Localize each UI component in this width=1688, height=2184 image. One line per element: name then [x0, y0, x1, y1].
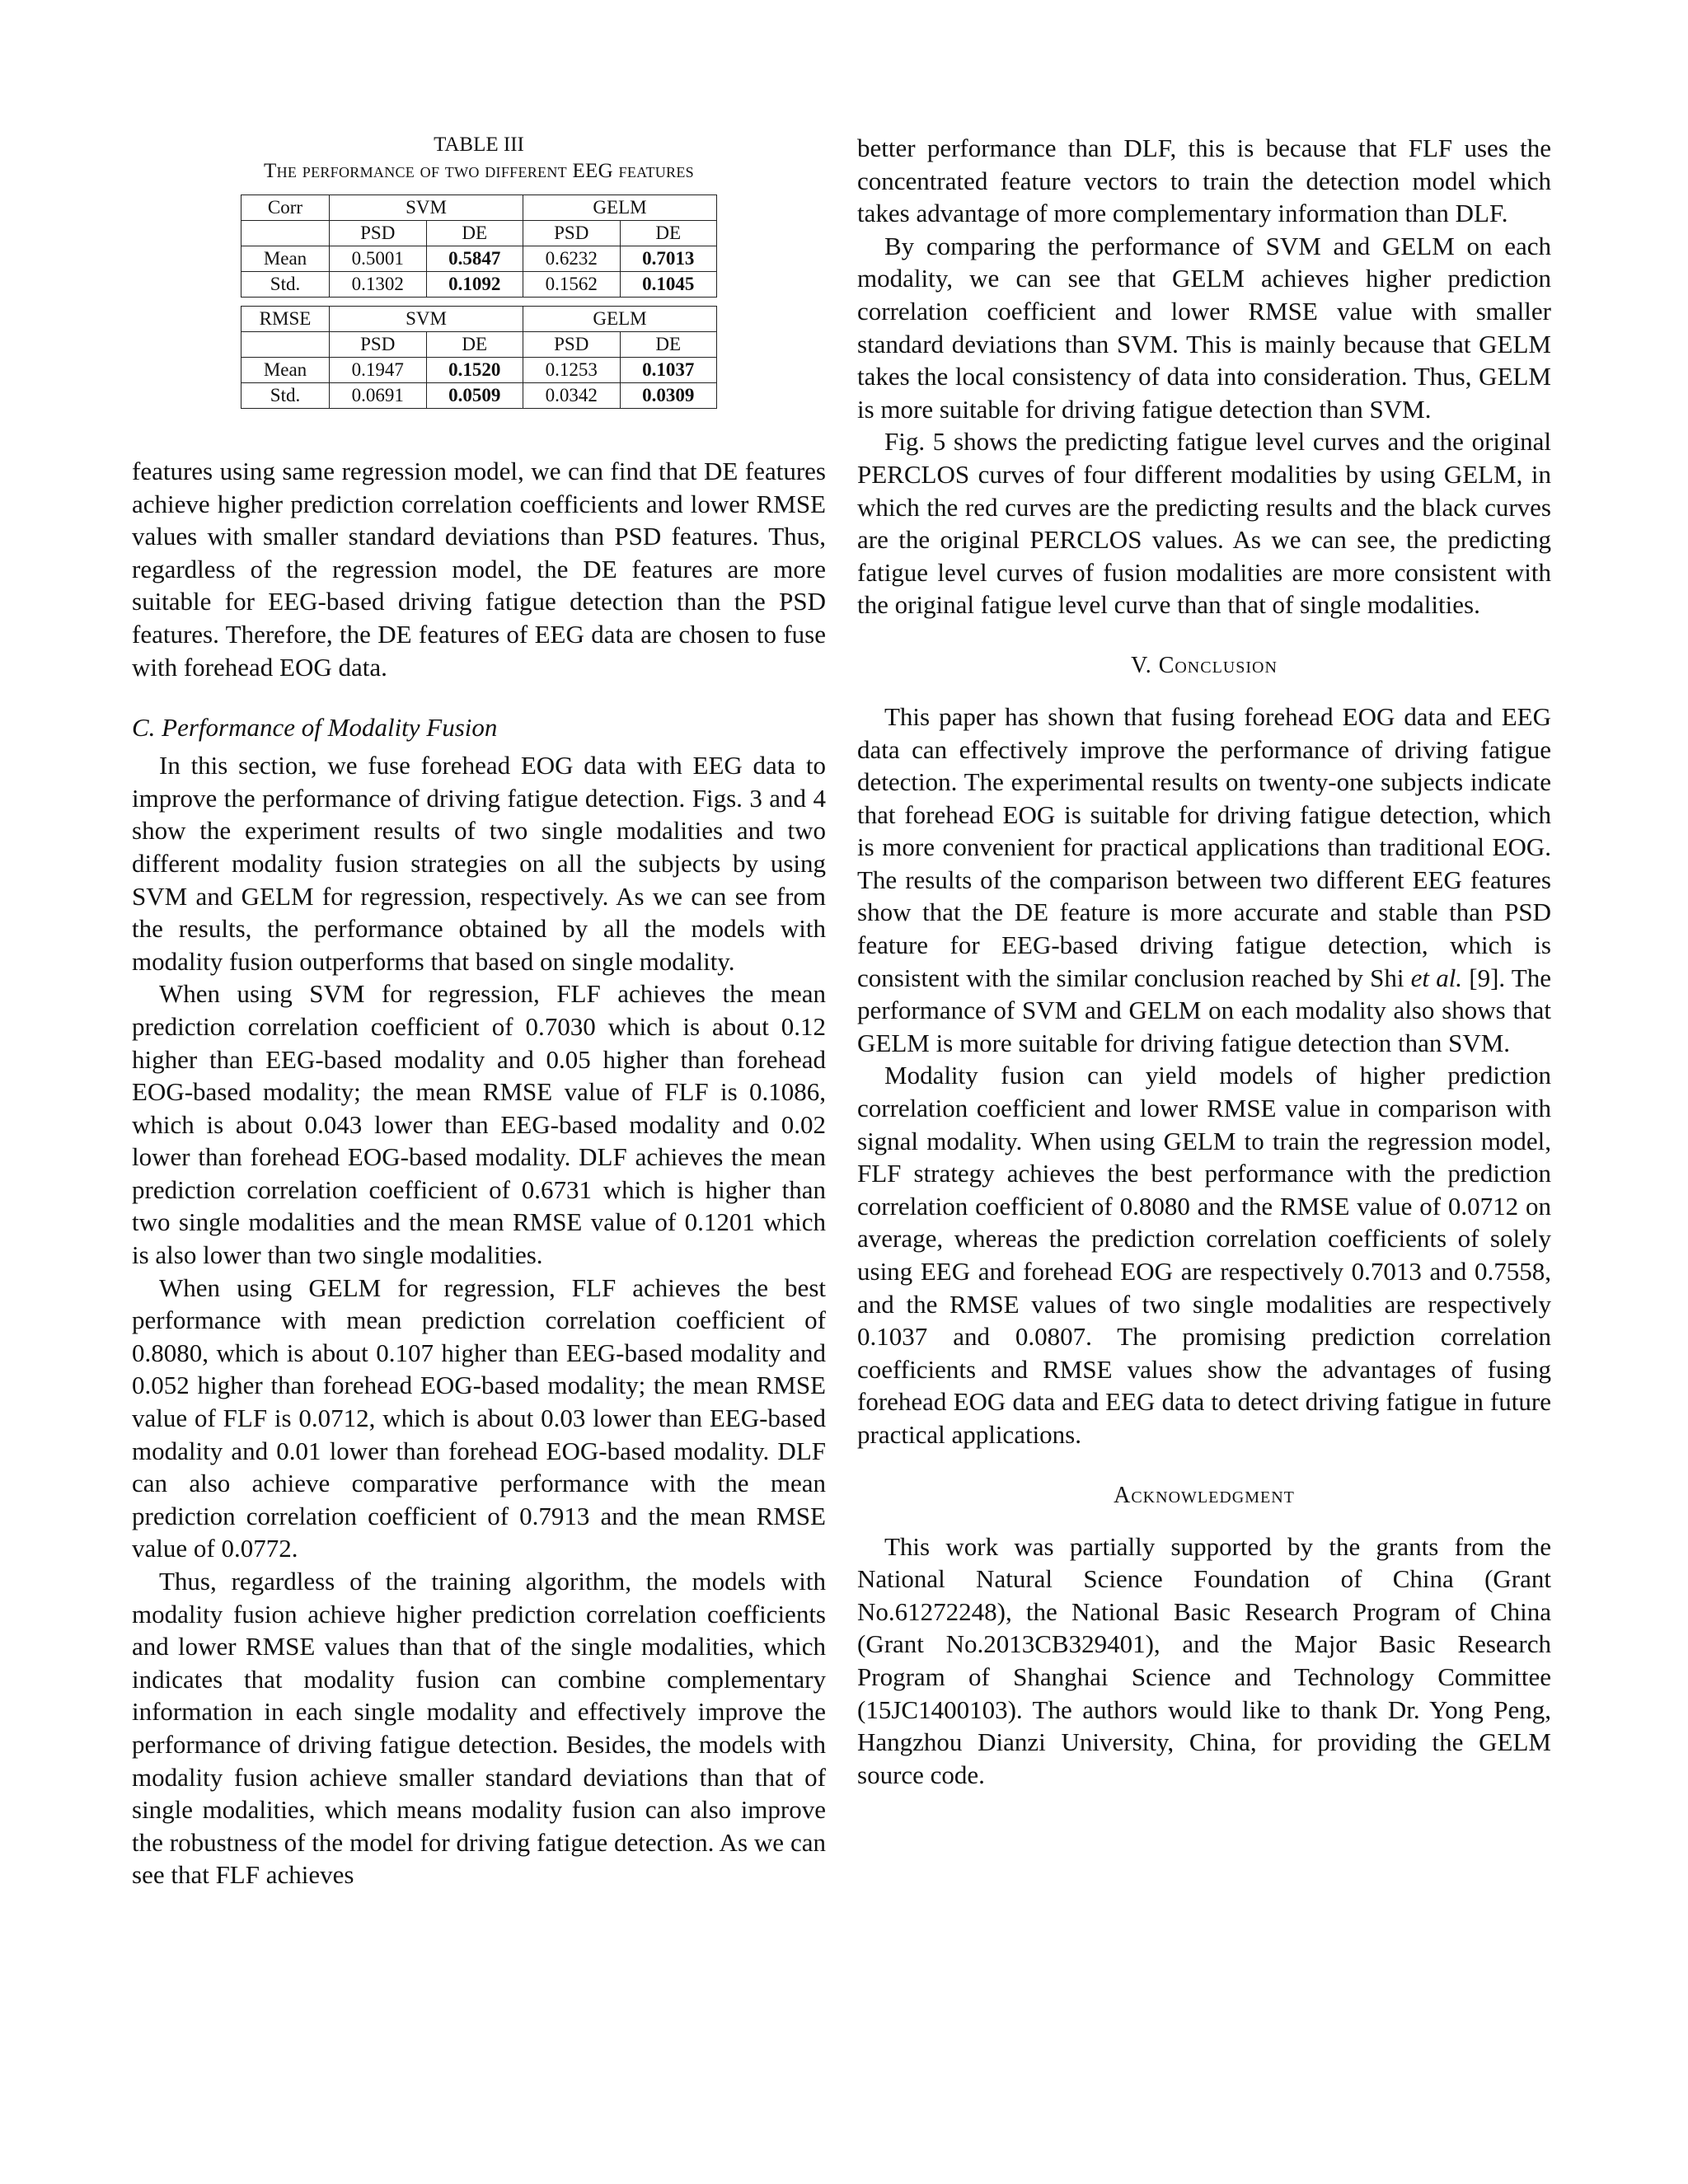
- table-cell: 0.1302: [330, 272, 427, 298]
- table-row: [241, 221, 717, 246]
- paragraph: When using SVM for regression, FLF achieves the mean prediction correlation coefficient of 0.7030 which is about 0.12 higher than EEG-based modality and 0.05 higher than forehead EOG-based modality; the mean RMSE value of FLF is 0.1086, which is about 0.043 lower than EEG-based modality and 0.02 lower than forehead EOG-based modality. DLF achieves the mean prediction correlation coefficient of 0.6731 which is higher than two single modalities and the mean RMSE value of 0.1201 which is also lower than two single modalities.: [132, 979, 826, 1270]
- model-header: GELM: [523, 195, 717, 221]
- table-row: [241, 272, 717, 298]
- table-cell: 0.0691: [330, 383, 427, 409]
- table-cell: 0.5847: [426, 246, 523, 272]
- paragraph: better performance than DLF, this is because that FLF uses the concentrated feature vectors to train the detection model which takes advantage of more complementary information than DLF.: [857, 134, 1551, 228]
- paragraph: Modality fusion can yield models of higher prediction correlation coefficient and lower RMSE value in comparison with signal modality. When using GELM to train the regression model, FLF strategy achieves the best performance with the prediction correlation coefficient of 0.8080 and the RMSE value of 0.0712 on average, whereas the prediction correlation coefficients of solely using EEG and forehead EOG are respectively 0.7013 and 0.7558, and the RMSE values of two single modalities are respectively 0.1037 and 0.0807. The promising prediction correlation coefficients and RMSE values show the advantages of fusing forehead EOG data and EEG data to detect driving fatigue in future practical applications.: [857, 1061, 1551, 1449]
- table-cell: 0.1253: [523, 358, 621, 383]
- table-title: TABLE III: [434, 134, 524, 156]
- row-label: Mean: [241, 358, 330, 383]
- section-heading-conclusion: V. Conclusion: [1131, 652, 1278, 678]
- feature-header: DE: [620, 221, 717, 246]
- model-header: SVM: [330, 195, 523, 221]
- section-heading-acknowledgment: Acknowledgment: [1114, 1482, 1295, 1508]
- empty-cell: [241, 332, 330, 358]
- corr-label: Corr: [241, 195, 330, 221]
- paragraph: This work was partially supported by the grants from the National Natural Science Foundation of China (Grant No.61272248), the National Basic Research Program of China (Grant No.2013CB329401), and the Major Basic Research Program of Shanghai Science and Technology Committee (15JC1400103). The authors would like to thank Dr. Yong Peng, Hangzhou Dianzi University, China, for providing the GELM source code.: [857, 1531, 1551, 1789]
- table-cell: 0.1947: [330, 358, 427, 383]
- text-span: This paper has shown that fusing forehead EOG data and EEG data can effectively improve the performance of driving fatigue detection. The experimental results on twenty-one subjects indicate that forehead EOG is suitable for driving fatigue detection, which is more convenient for practical applications than traditional EOG. The results of the comparison between two different EEG features show that the DE feature is more accurate and stable than PSD feature for EEG-based driving fatigue detection, which is consistent with the similar conclusion reached by Shi: [857, 701, 1551, 992]
- performance-table: [241, 194, 717, 409]
- rmse-table: [241, 306, 717, 409]
- model-header: SVM: [330, 307, 523, 332]
- rmse-label: RMSE: [241, 307, 330, 332]
- text-span: et al.: [1410, 963, 1463, 992]
- text-span: [9]. The performance of SVM and GELM on each modality also shows that GELM is more suitable for driving fatigue detection than SVM.: [857, 963, 1551, 1057]
- table-row: [241, 195, 717, 221]
- paragraph: [857, 701, 1551, 1060]
- table-row: [241, 307, 717, 332]
- table-subtitle: The performance of two different EEG features: [264, 160, 694, 182]
- table-row: [241, 358, 717, 383]
- paragraph: By comparing the performance of SVM and GELM on each modality, we can see that GELM achieves higher prediction correlation coefficient and lower RMSE value with smaller standard deviations than SVM. This is mainly because that GELM takes the local consistency of data into consideration. Thus, GELM is more suitable for driving fatigue detection than SVM.: [857, 231, 1551, 424]
- subsection-heading: C. Performance of Modality Fusion: [132, 713, 498, 743]
- table-row: [241, 246, 717, 272]
- row-label: Std.: [241, 272, 330, 298]
- model-header: GELM: [523, 307, 717, 332]
- feature-header: PSD: [330, 221, 427, 246]
- feature-header: DE: [426, 221, 523, 246]
- corr-table: [241, 194, 717, 298]
- table-cell: 0.0342: [523, 383, 621, 409]
- right-column: [857, 132, 1551, 1791]
- row-label: Std.: [241, 383, 330, 409]
- paragraph: Thus, regardless of the training algorithm, the models with modality fusion achieve higher prediction correlation coefficients and lower RMSE values than that of the single modalities, which indicates that modality fusion can combine complementary information in each single modality and effectively improve the performance of driving fatigue detection. Besides, the models with modality fusion achieve smaller standard deviations than that of single modalities, which means modality fusion can also improve the robustness of the model for driving fatigue detection. As we can see that FLF achieves: [132, 1567, 826, 1890]
- table-cell: 0.1045: [620, 272, 717, 298]
- table-cell: 0.1520: [426, 358, 523, 383]
- table-caption: [132, 132, 826, 185]
- feature-header: PSD: [523, 221, 621, 246]
- row-label: Mean: [241, 246, 330, 272]
- table-cell: 0.5001: [330, 246, 427, 272]
- paragraph: In this section, we fuse forehead EOG data with EEG data to improve the performance of driving fatigue detection. Figs. 3 and 4 show the experiment results of two single modalities and two different modality fusion strategies on all the subjects by using SVM and GELM for regression, respectively. As we can see from the results, the performance obtained by all the models with modality fusion outperforms that based on single modality.: [132, 751, 826, 976]
- table-cell: 0.0309: [620, 383, 717, 409]
- table-cell: 0.7013: [620, 246, 717, 272]
- paragraph: Fig. 5 shows the predicting fatigue level curves and the original PERCLOS curves of four different modalities by using GELM, in which the red curves are the predicting results and the black curves are the original PERCLOS values. As we can see, the predicting fatigue level curves of fusion modalities are more consistent with the original fatigue level curve than that of single modalities.: [857, 427, 1551, 620]
- table-cell: 0.1562: [523, 272, 621, 298]
- paragraph: When using GELM for regression, FLF achieves the best performance with mean prediction correlation coefficient of 0.8080, which is about 0.107 higher than EEG-based modality and 0.052 higher than forehead EOG-based modality; the mean RMSE value of FLF is 0.0712, which is about 0.03 lower than EEG-based modality and 0.01 lower than forehead EOG-based modality. DLF can also achieve comparative performance with the mean prediction correlation coefficient of 0.7913 and the mean RMSE value of 0.0772.: [132, 1272, 826, 1563]
- feature-header: PSD: [330, 332, 427, 358]
- feature-header: DE: [426, 332, 523, 358]
- table-cell: 0.6232: [523, 246, 621, 272]
- table-cell: 0.1037: [620, 358, 717, 383]
- table-row: [241, 332, 717, 358]
- table-cell: 0.1092: [426, 272, 523, 298]
- table-cell: 0.0509: [426, 383, 523, 409]
- table-row: [241, 383, 717, 409]
- left-column: [132, 132, 826, 1891]
- empty-cell: [241, 221, 330, 246]
- feature-header: PSD: [523, 332, 621, 358]
- feature-header: DE: [620, 332, 717, 358]
- paragraph: features using same regression model, we can find that DE features achieve higher prediction correlation coefficients and lower RMSE values with smaller standard deviations than PSD features. Thus, regardless of the regression model, the DE features are more suitable for EEG-based driving fatigue detection than the PSD features. Therefore, the DE features of EEG data are chosen to fuse with forehead EOG data.: [132, 457, 826, 682]
